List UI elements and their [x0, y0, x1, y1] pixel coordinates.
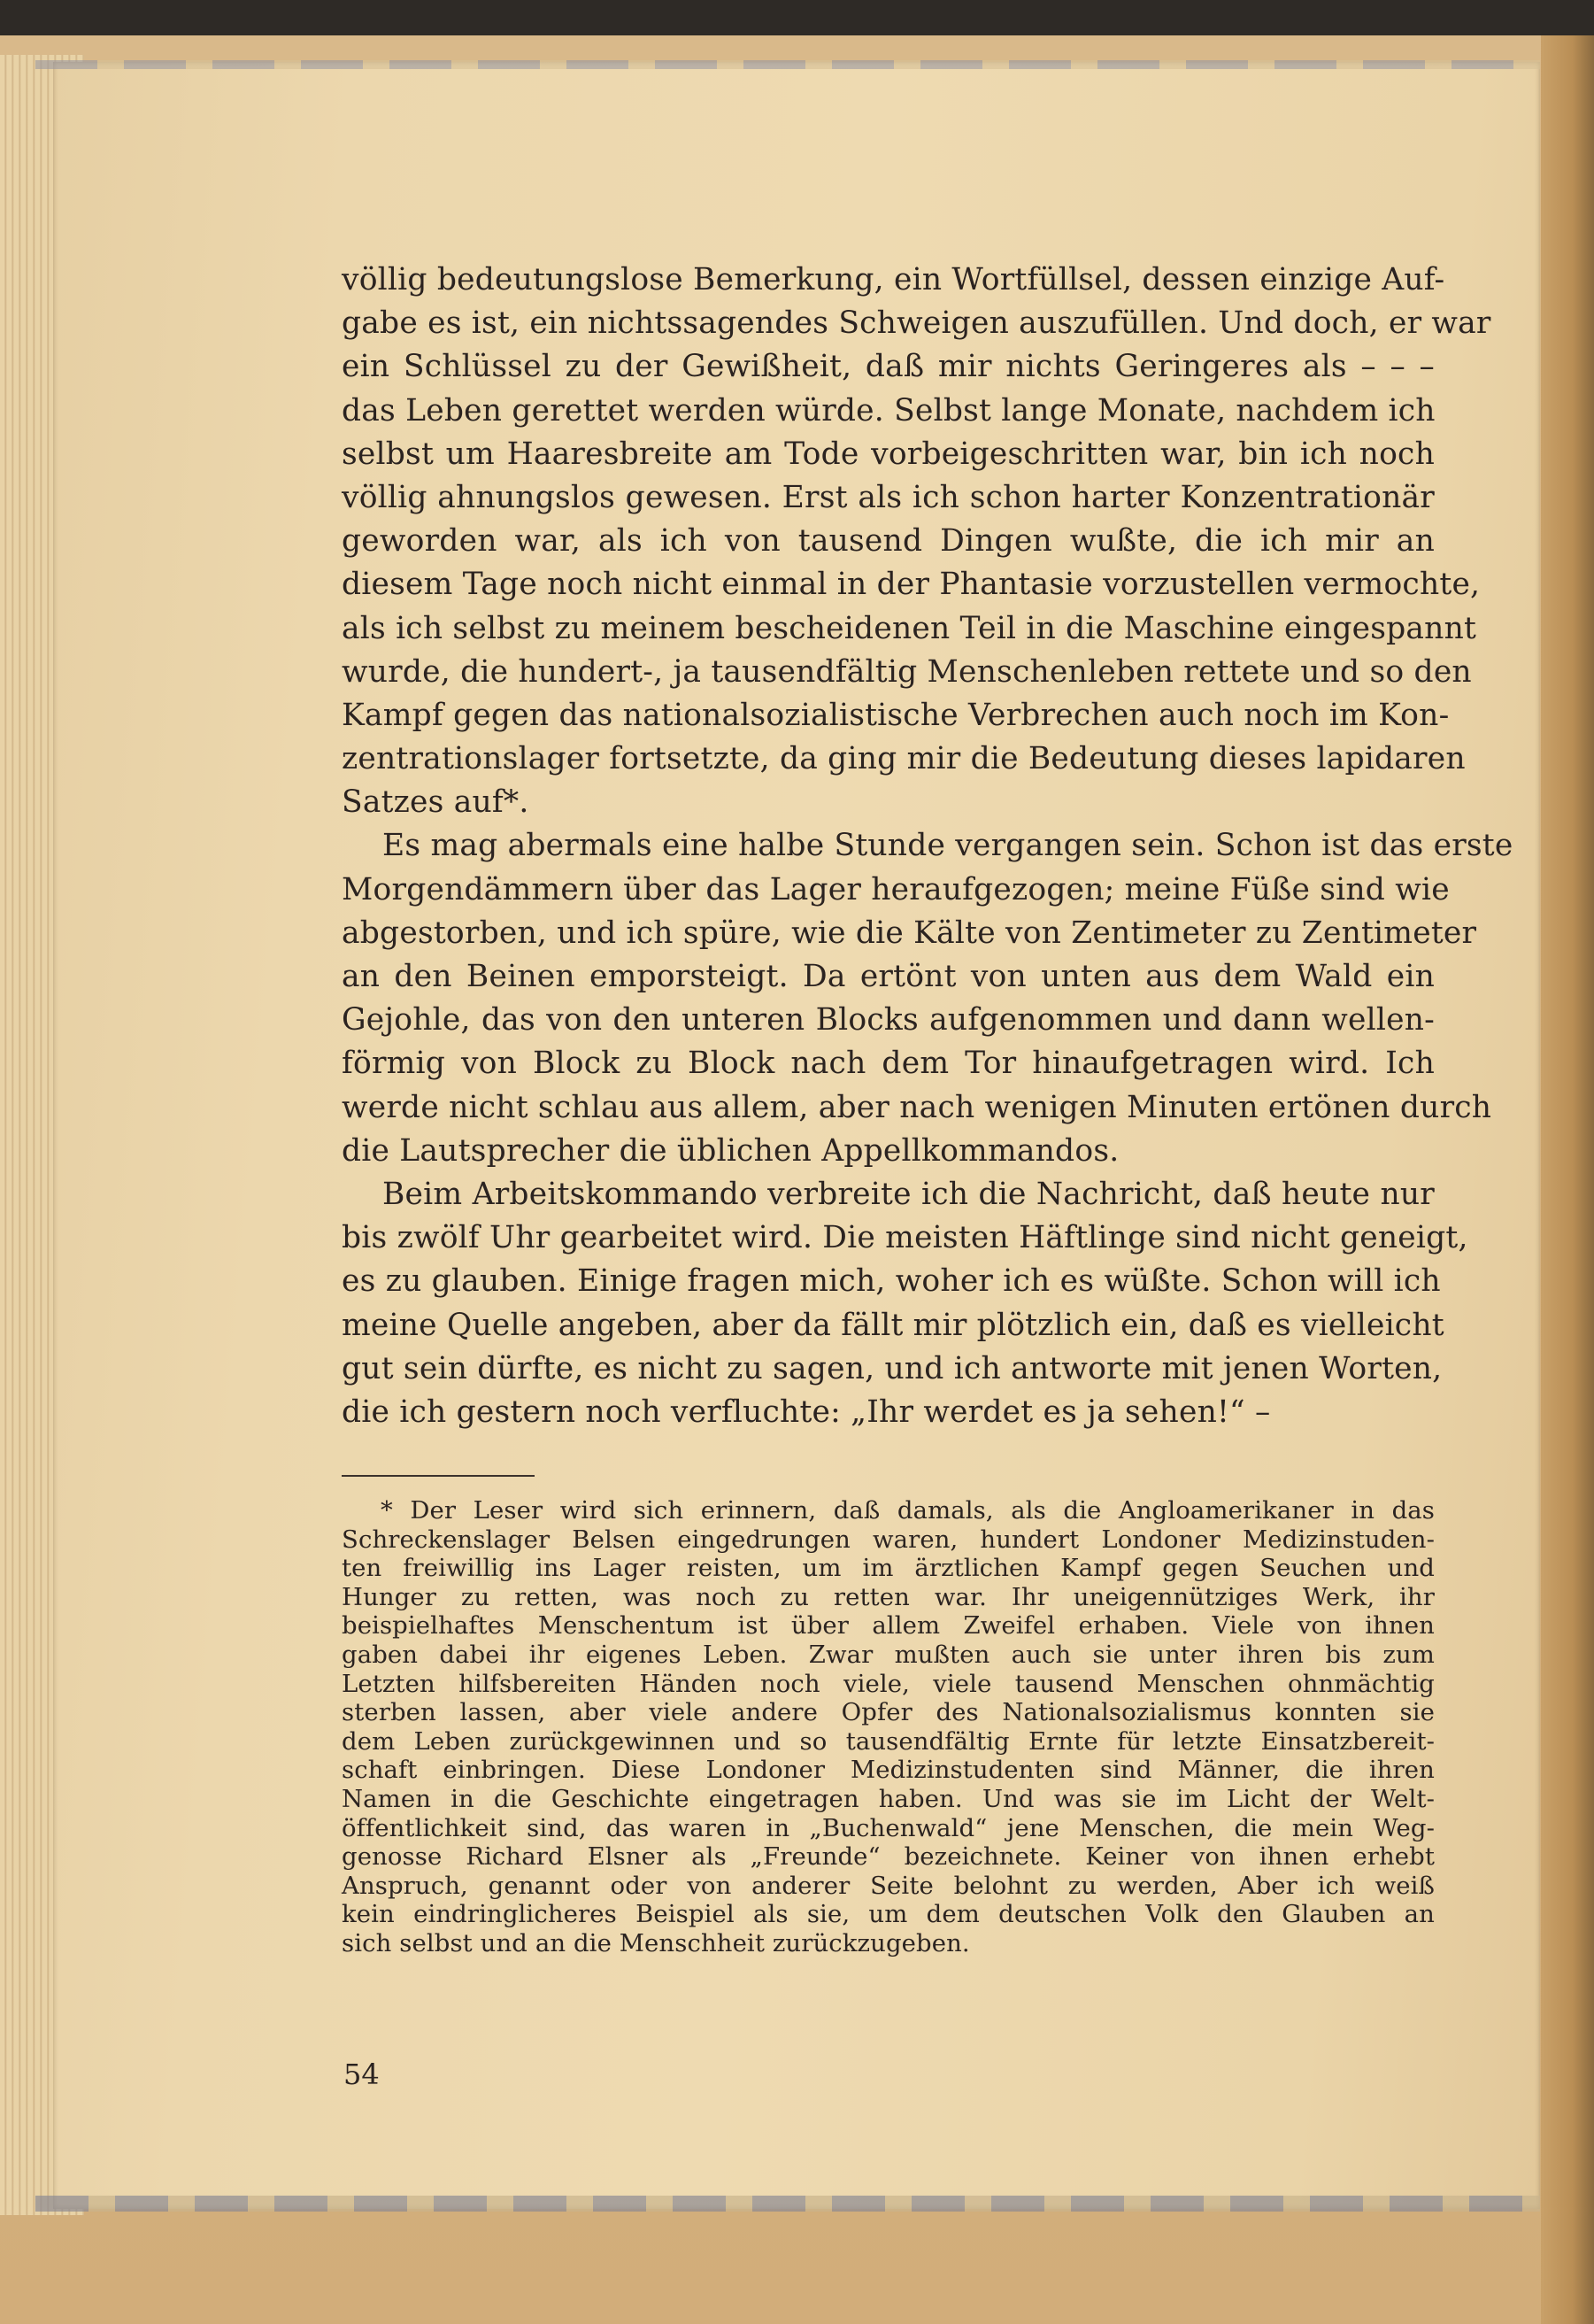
text-line: als ich selbst zu meinem bescheidenen Teil in die Maschine eingespannt [342, 610, 1477, 646]
text-line: bis zwölf Uhr gearbeitet wird. Die meisten Häftlinge sind nicht geneigt, [342, 1220, 1468, 1256]
text-line: geworden war, als ich von tausend Dingen wußte, die ich mir an [342, 523, 1435, 560]
text-line: völlig bedeutungslose Bemerkung, ein Wortfüllsel, dessen einzige Auf- [342, 262, 1445, 297]
text-line: gabe es ist, ein nichtssagendes Schweigen auszufüllen. Und doch, er war [342, 305, 1491, 342]
paragraph-start-line: Beim Arbeitskommando verbreite ich die Nachricht, daß heute nur [382, 1176, 1435, 1212]
paragraph-start-line: Es mag abermals eine halbe Stunde vergangen sein. Schon ist das erste [382, 828, 1513, 864]
text-line: an den Beinen emporsteigt. Da ertönt von unten aus dem Wald ein [342, 959, 1435, 994]
text-line: das Leben gerettet werden würde. Selbst lange Monate, nachdem ich [342, 392, 1436, 429]
text-line: gut sein dürfte, es nicht zu sagen, und ich antworte mit jenen Worten, [342, 1350, 1443, 1386]
top-color-strip [35, 60, 1540, 69]
footnote-line: öffentlichkeit sind, das waren in „Buchenwald“ jene Menschen, die mein Weg- [342, 1813, 1435, 1842]
footnote-line: schaft einbringen. Diese Londoner Medizinstudenten sind Männer, die ihren [342, 1756, 1435, 1785]
text-line: meine Quelle angeben, aber da fällt mir plötzlich ein, daß es vielleicht [342, 1307, 1444, 1343]
book-spine-edge [1541, 35, 1594, 2324]
text-line: diesem Tage noch nicht einmal in der Phantasie vorzustellen vermochte, [342, 567, 1481, 603]
text-line: Satzes auf*. [342, 784, 529, 821]
text-line: völlig ahnungslos gewesen. Erst als ich schon harter Konzentrationär [342, 479, 1435, 515]
text-line: Gejohle, das von den unteren Blocks aufgenommen und dann wellen- [342, 1002, 1435, 1038]
footnote-line: Letzten hilfsbereiten Händen noch viele, viele tausend Menschen ohnmächtig [342, 1669, 1435, 1698]
footnote-line: beispielhaftes Menschentum ist über allem Zweifel erhaben. Viele von ihnen [342, 1611, 1435, 1641]
text-line: Kampf gegen das nationalsozialistische Verbrechen auch noch im Kon- [342, 697, 1450, 733]
text-line: die Lautsprecher die üblichen Appellkommandos. [342, 1132, 1120, 1169]
text-line: werde nicht schlau aus allem, aber nach wenigen Minuten ertönen durch [342, 1089, 1492, 1125]
footnote-line: sich selbst und an die Menschheit zurückzugeben. [342, 1928, 970, 1957]
text-line: es zu glauben. Einige fragen mich, woher ich es wüßte. Schon will ich [342, 1263, 1441, 1300]
footnote-line: ten freiwillig ins Lager reisten, um im ärztlichen Kampf gegen Seuchen und [342, 1554, 1435, 1583]
main-text [342, 259, 1513, 1434]
text-line: Morgendämmern über das Lager heraufgezogen; meine Füße sind wie [342, 871, 1450, 907]
footnote-line: * Der Leser wird sich erinnern, daß damals, als die Angloamerikaner in das [381, 1496, 1435, 1525]
footnote-line: dem Leben zurückgewinnen und so tausendfältig Ernte für letzte Einsatzbereit- [342, 1726, 1435, 1756]
footnote [342, 1496, 1435, 1958]
footnote-separator [342, 1475, 535, 1477]
footnote-line: Namen in die Geschichte eingetragen haben. Und was sie im Licht der Welt- [342, 1784, 1435, 1813]
footnote-line: sterben lassen, aber viele andere Opfer des Nationalsozialismus konnten sie [342, 1698, 1435, 1727]
footnote-line: gaben dabei ihr eigenes Leben. Zwar mußten auch sie unter ihren bis zum [342, 1640, 1435, 1669]
bottom-color-strip [35, 2196, 1540, 2212]
footnote-line: kein eindringlicheres Beispiel als sie, um dem deutschen Volk den Glauben an [342, 1900, 1435, 1929]
footnote-line: Schreckenslager Belsen eingedrungen waren, hundert Londoner Medizinstuden- [342, 1525, 1435, 1554]
footnote-line: Hunger zu retten, was noch zu retten war. Ihr uneigennütziges Werk, ihr [342, 1582, 1435, 1611]
text-line: die ich gestern noch verfluchte: „Ihr werdet es ja sehen!“ – [342, 1394, 1271, 1430]
text-line: wurde, die hundert-, ja tausendfältig Menschenleben rettete und so den [342, 653, 1472, 690]
footnote-line: genosse Richard Elsner als „Freunde“ bezeichnete. Keiner von ihnen erhebt [342, 1842, 1435, 1872]
text-line: abgestorben, und ich spüre, wie die Kälte von Zentimeter zu Zentimeter [342, 915, 1477, 951]
footnote-line: Anspruch, genannt oder von anderer Seite belohnt zu werden, Aber ich weiß [342, 1871, 1435, 1900]
text-line: zentrationslager fortsetzte, da ging mir die Bedeutung dieses lapidaren [342, 741, 1466, 777]
text-line: selbst um Haaresbreite am Tode vorbeigeschritten war, bin ich noch [342, 436, 1435, 472]
page-number: 54 [343, 2058, 380, 2091]
text-line: ein Schlüssel zu der Gewißheit, daß mir nichts Geringeres als – – – [342, 349, 1435, 385]
text-line: förmig von Block zu Block nach dem Tor hinaufgetragen wird. Ich [342, 1046, 1435, 1082]
